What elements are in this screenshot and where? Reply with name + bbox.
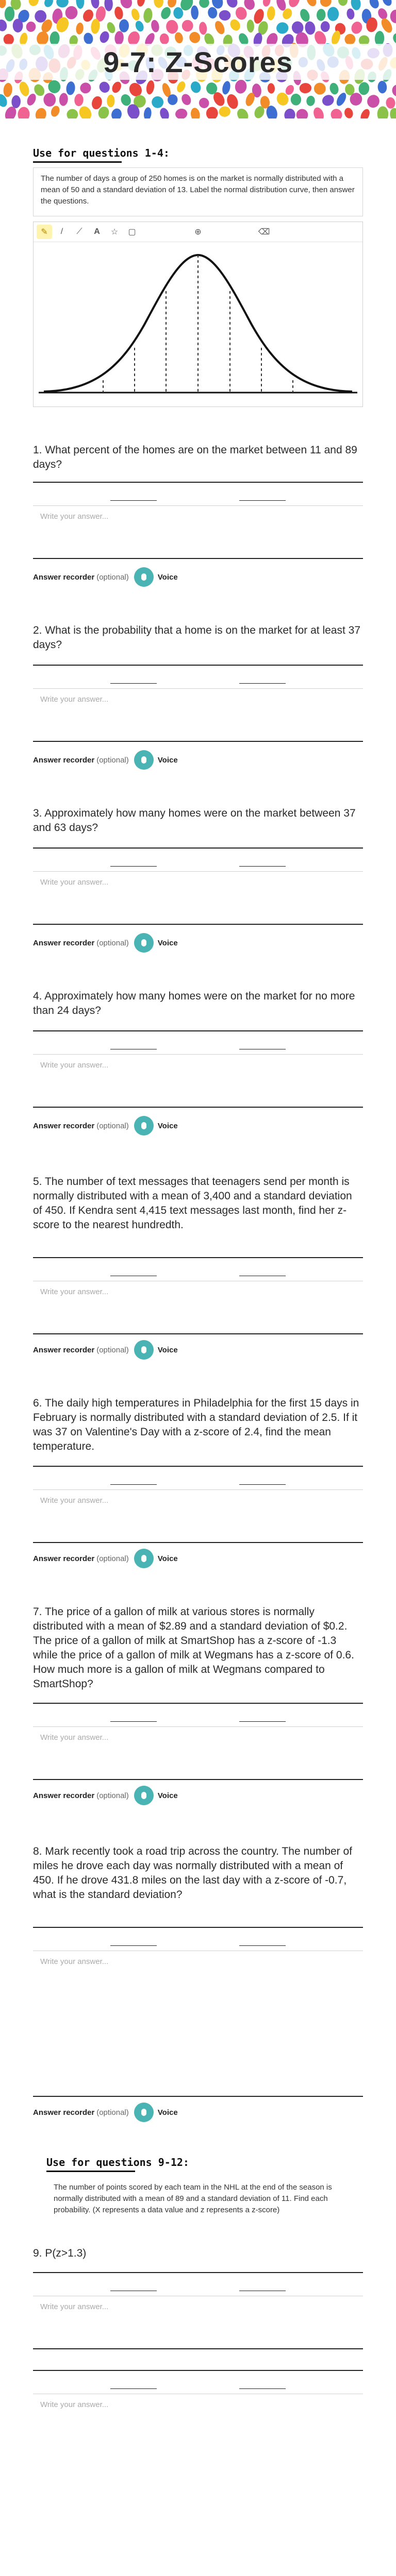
- info-text: The number of points scored by each team in the NHL at the end of the season is normally distributed with a mean of 89 and a standard deviation of 11. Find each probability. (X represents a data value and z represents a z-score): [54, 2183, 332, 2214]
- confetti-blob: [150, 19, 160, 33]
- confetti-blob: [134, 20, 145, 32]
- info-text: The number of days a group of 250 homes is on the market is normally distributed with a mean of 50 and a standard deviation of 13. Label the normal distribution curve, then answer the questions.: [41, 174, 355, 206]
- answer-input[interactable]: Write your answer...: [40, 878, 109, 887]
- confetti-blob: [246, 20, 254, 33]
- confetti-blob: [299, 8, 311, 23]
- confetti-blob: [0, 19, 8, 32]
- confetti-blob: [119, 19, 129, 32]
- drawing-toolbar: [34, 222, 362, 242]
- confetti-blob: [327, 7, 339, 21]
- brush-icon[interactable]: ⟋: [76, 227, 82, 236]
- confetti-blob: [151, 96, 164, 109]
- answer-recorder-5: Answer recorder (optional) Voice: [33, 1340, 178, 1360]
- confetti-blob: [65, 81, 76, 95]
- section-heading-9-12: [46, 2156, 376, 2172]
- confetti-blob: [188, 30, 202, 45]
- answer-box-9b[interactable]: [33, 2370, 363, 2576]
- confetti-blob: [389, 107, 396, 118]
- question-8: 8. Mark recently took a road trip across the country. The number of miles he drove each day was normally distributed with a mean of 450. If he drove 431.8 miles on the last day with a z-score of -0.7, what is the standard deviation?: [33, 1845, 353, 1901]
- confetti-blob: [26, 21, 37, 32]
- confetti-blob: [180, 93, 193, 107]
- confetti-blob: [338, 0, 348, 6]
- confetti-blob: [235, 107, 251, 118]
- question-7: 7. The price of a gallon of milk at various stores is normally distributed with a mean of $2.89 and a standard deviation of $0.2. The price of a gallon of milk at SmartShop has a z-score of -1.3 while the price of a gallon of milk at Wegmans has a z-score of 0.6. How much more is a gallon of milk at Wegmans compared to SmartShop?: [33, 1606, 354, 1690]
- question-6: 6. The daily high temperatures in Philadelphia for the first 15 days in February is normally distributed with a standard deviation of 2.5. If it was 37 on Valentine's Day with a z-score of 2.4, find the mean temperature.: [33, 1397, 359, 1452]
- confetti-blob: [43, 93, 56, 107]
- confetti-blob: [113, 6, 124, 20]
- confetti-blob: [294, 107, 310, 118]
- confetti-blob: [159, 33, 170, 45]
- confetti-blob: [359, 108, 372, 118]
- answer-recorder-1: Answer recorder (optional) Voice: [33, 567, 178, 587]
- answer-input[interactable]: Write your answer...: [40, 1957, 109, 1966]
- question-3: 3. Approximately how many homes were on the market between 37 and 63 days?: [33, 807, 356, 834]
- confetti-blob: [299, 82, 312, 94]
- confetti-blob: [50, 105, 61, 118]
- question-5: 5. The number of text messages that teenagers send per month is normally distributed with a mean of 3,400 and a standard deviation of 450. If Kendra sent 4,415 text messages last month, find her z-score to the nearest hundredth.: [33, 1176, 352, 1231]
- confetti-blob: [198, 0, 210, 9]
- answer-box-3[interactable]: [33, 848, 363, 925]
- confetti-blob: [262, 0, 271, 7]
- answer-input[interactable]: Write your answer...: [40, 1287, 109, 1296]
- confetti-blob: [143, 8, 153, 24]
- answer-recorder-8: Answer recorder (optional) Voice: [33, 2102, 178, 2123]
- line-icon[interactable]: /: [60, 227, 63, 236]
- crosshair-icon[interactable]: ⊕: [194, 228, 202, 236]
- star-icon[interactable]: ☆: [110, 228, 119, 236]
- confetti-blob: [78, 81, 93, 95]
- confetti-blob: [225, 0, 239, 9]
- info-box-nhl: [46, 2177, 351, 2228]
- confetti-blob: [391, 32, 396, 45]
- confetti-blob: [77, 104, 93, 118]
- math-toolbar[interactable]: [33, 483, 363, 506]
- confetti-blob: [114, 31, 124, 45]
- math-toolbar[interactable]: [33, 1031, 363, 1055]
- answer-input[interactable]: Write your answer...: [40, 695, 109, 704]
- info-box-homes: [33, 167, 363, 216]
- microphone-icon[interactable]: [134, 567, 154, 587]
- image-icon[interactable]: ▢: [128, 228, 136, 236]
- confetti-blob: [234, 6, 248, 21]
- confetti-blob: [174, 108, 188, 118]
- confetti-blob: [197, 96, 210, 110]
- confetti-blob: [18, 107, 30, 118]
- answer-recorder-3: Answer recorder (optional) Voice: [33, 933, 178, 953]
- confetti-blob: [319, 0, 333, 8]
- header-banner: [0, 0, 396, 118]
- answer-box-2[interactable]: [33, 665, 363, 742]
- confetti-blob: [343, 107, 354, 118]
- confetti-blob: [154, 0, 164, 8]
- confetti-blob: [189, 80, 202, 94]
- confetti-blob: [59, 93, 69, 107]
- confetti-blob: [290, 93, 302, 106]
- confetti-blob: [98, 30, 111, 44]
- confetti-blob: [174, 31, 184, 44]
- confetti-blob: [182, 19, 194, 32]
- confetti-blob: [175, 80, 187, 93]
- confetti-blob: [35, 10, 46, 23]
- confetti-blob: [107, 95, 115, 108]
- confetti-blob: [381, 0, 393, 7]
- answer-box-1[interactable]: [33, 482, 363, 559]
- confetti-blob: [191, 5, 199, 20]
- heading-underline: [46, 2171, 135, 2172]
- confetti-blob: [34, 107, 48, 118]
- confetti-blob: [75, 22, 84, 35]
- confetti-blob: [213, 20, 226, 36]
- answer-input[interactable]: Write your answer...: [40, 1733, 109, 1742]
- trash-icon[interactable]: ⌫: [258, 228, 270, 236]
- confetti-blob: [110, 107, 123, 118]
- pencil-icon[interactable]: ✎: [37, 225, 52, 239]
- confetti-blob: [3, 82, 13, 97]
- confetti-blob: [159, 6, 173, 21]
- confetti-blob: [199, 22, 207, 35]
- confetti-blob: [328, 82, 340, 95]
- confetti-blob: [165, 19, 179, 35]
- microphone-icon[interactable]: [134, 2103, 154, 2122]
- math-toolbar[interactable]: [33, 2371, 363, 2394]
- confetti-blob: [267, 6, 276, 20]
- confetti-blob: [219, 10, 230, 21]
- confetti-blob: [207, 7, 218, 19]
- math-toolbar[interactable]: [33, 1467, 363, 1490]
- confetti-blob: [306, 95, 316, 107]
- microphone-icon[interactable]: [134, 1340, 154, 1360]
- confetti-blob: [130, 8, 141, 22]
- confetti-blob: [320, 93, 336, 108]
- question-1: 1. What percent of the homes are on the market between 11 and 89 days?: [33, 444, 357, 470]
- page-title: 9-7: Z-Scores: [103, 45, 293, 78]
- confetti-blob: [304, 21, 317, 36]
- heading-underline: [33, 161, 122, 163]
- confetti-blob: [190, 107, 201, 118]
- confetti-blob: [386, 97, 396, 109]
- confetti-blob: [305, 0, 318, 8]
- question-9: 9. P(z>1.3): [33, 2247, 87, 2259]
- confetti-blob: [350, 20, 364, 36]
- confetti-blob: [228, 18, 242, 32]
- math-toolbar[interactable]: [33, 1928, 363, 1951]
- confetti-blob: [74, 94, 84, 107]
- answer-input[interactable]: Write your answer...: [40, 1496, 109, 1505]
- confetti-blob: [110, 80, 123, 95]
- microphone-icon[interactable]: [134, 1786, 154, 1805]
- answer-input[interactable]: Write your answer...: [40, 2400, 109, 2409]
- confetti-blob: [321, 21, 330, 32]
- confetti-blob: [346, 8, 355, 20]
- normal-curve: [34, 242, 362, 407]
- answer-input[interactable]: Write your answer...: [40, 512, 109, 521]
- answer-box-7[interactable]: [33, 1703, 363, 1780]
- confetti-blob: [18, 80, 30, 97]
- section-heading-text: Use for questions 9-12:: [46, 2156, 189, 2168]
- confetti-blob: [287, 0, 302, 9]
- confetti-blob: [377, 80, 387, 93]
- confetti-blob: [267, 83, 275, 94]
- confetti-blob: [158, 107, 170, 118]
- confetti-blob: [390, 83, 396, 98]
- answer-box-6[interactable]: [33, 1466, 363, 1543]
- math-toolbar[interactable]: [33, 1258, 363, 1281]
- confetti-blob: [218, 106, 231, 117]
- confetti-blob: [28, 0, 40, 7]
- microphone-icon[interactable]: [134, 1116, 154, 1136]
- confetti-blob: [376, 7, 389, 21]
- answer-recorder-6: Answer recorder (optional) Voice: [33, 1548, 178, 1569]
- title-band: [0, 44, 396, 80]
- microphone-icon[interactable]: [134, 750, 154, 770]
- confetti-blob: [206, 107, 219, 118]
- confetti-blob: [221, 80, 232, 95]
- confetti-blob: [0, 0, 6, 8]
- confetti-blob: [312, 106, 326, 118]
- math-toolbar[interactable]: [33, 2273, 363, 2296]
- math-toolbar[interactable]: [33, 1704, 363, 1727]
- confetti-blob: [136, 0, 146, 7]
- answer-box-5[interactable]: [33, 1257, 363, 1334]
- confetti-blob: [377, 106, 389, 118]
- confetti-blob: [143, 107, 152, 118]
- confetti-blob: [275, 21, 290, 35]
- confetti-blob: [366, 93, 382, 110]
- confetti-blob: [316, 9, 326, 21]
- confetti-blob: [234, 79, 248, 94]
- confetti-blob: [145, 80, 155, 95]
- confetti-blob: [56, 0, 69, 8]
- confetti-blob: [167, 0, 178, 8]
- answer-recorder-2: Answer recorder (optional) Voice: [33, 750, 178, 770]
- answer-recorder-4: Answer recorder (optional) Voice: [33, 1115, 178, 1136]
- drawing-canvas[interactable]: [33, 222, 363, 407]
- confetti-blob: [368, 0, 381, 10]
- confetti-blob: [43, 0, 55, 9]
- answer-input[interactable]: Write your answer...: [40, 1061, 109, 1070]
- answer-input[interactable]: Write your answer...: [40, 2302, 109, 2311]
- answer-box-9a[interactable]: [33, 2272, 363, 2349]
- answer-recorder-7: Answer recorder (optional) Voice: [33, 1785, 178, 1806]
- section-heading-1-4: [33, 147, 363, 163]
- confetti-blob: [65, 108, 80, 118]
- section-heading-text: Use for questions 1-4:: [33, 147, 170, 159]
- confetti-blob: [329, 107, 344, 118]
- confetti-blob: [390, 9, 396, 23]
- math-toolbar[interactable]: [33, 666, 363, 689]
- confetti-blob: [11, 95, 21, 108]
- confetti-blob: [64, 5, 79, 20]
- question-2: 2. What is the probability that a home is on the market for at least 37 days?: [33, 624, 360, 651]
- confetti-blob: [83, 32, 94, 45]
- answer-box-8[interactable]: [33, 1927, 363, 2097]
- confetti-blob: [104, 0, 113, 11]
- confetti-blob: [97, 80, 111, 94]
- math-toolbar[interactable]: [33, 849, 363, 872]
- microphone-icon[interactable]: [134, 933, 154, 953]
- question-4: 4. Approximately how many homes were on the market for no more than 24 days?: [33, 990, 355, 1016]
- confetti-blob: [284, 108, 296, 118]
- text-icon[interactable]: A: [94, 227, 100, 236]
- confetti-blob: [76, 0, 85, 9]
- answer-box-4[interactable]: [33, 1030, 363, 1108]
- confetti-blob: [312, 81, 328, 97]
- microphone-icon[interactable]: [134, 1549, 154, 1568]
